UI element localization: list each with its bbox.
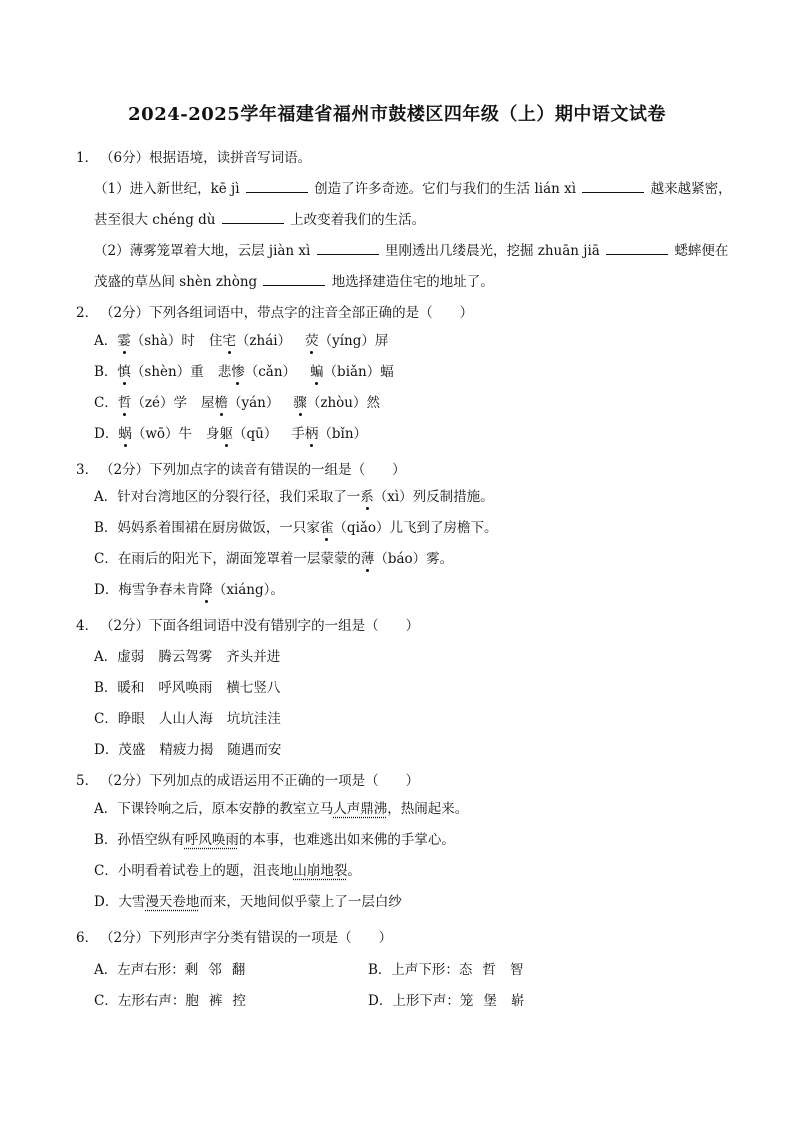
dotted-char: 宅 — [222, 329, 236, 349]
text: D．梅雪争春未肯 — [94, 582, 200, 598]
option-letter: D． — [94, 426, 119, 442]
text: 笼 — [459, 993, 474, 1009]
q6-option-d[interactable] — [368, 989, 524, 1009]
question-number: 6． — [76, 930, 99, 946]
text: 剩 — [184, 962, 199, 978]
text: （cǎn） — [244, 364, 297, 380]
text: C．小明看着试卷上的题，沮丧地 — [94, 863, 294, 879]
q5-option-b[interactable] — [94, 828, 455, 848]
text: 腾云驾雾 — [158, 649, 213, 665]
answer-blank[interactable] — [222, 211, 284, 224]
q3-option-b[interactable] — [94, 516, 498, 536]
text: 精疲力揭 — [159, 742, 214, 758]
text: 。 — [347, 863, 361, 879]
text: （wō）牛 — [131, 426, 193, 442]
q6-option-a[interactable] — [94, 958, 245, 978]
text: 胞 — [185, 993, 199, 1009]
text: 人山人海 — [158, 711, 213, 727]
text: （qū） — [233, 426, 278, 442]
dotted-char: 躯 — [220, 422, 234, 442]
dotted-char: 系 — [360, 485, 374, 505]
text: 上改变着我们的生活。 — [290, 212, 426, 228]
dotted-char: 降 — [199, 578, 213, 598]
text: （xiáng）。 — [212, 582, 284, 598]
text: 崭 — [510, 993, 525, 1009]
text: （xì）列反制措施。 — [373, 489, 494, 505]
text: 态 — [458, 962, 473, 978]
question-number: 3． — [76, 462, 99, 478]
q1-paragraph-2-line-2 — [94, 270, 494, 290]
text: （zé）学 — [131, 395, 187, 411]
dotted-char: 薄 — [361, 547, 375, 567]
q2-option-a[interactable] — [94, 329, 388, 349]
q1-paragraph-1-line-2 — [94, 208, 425, 228]
text: （báo）雾。 — [374, 551, 454, 567]
text: 邻 — [208, 962, 222, 978]
text: 哲 — [482, 962, 496, 978]
dotted-idiom: 呼风唤雨 — [184, 832, 239, 848]
question-number: 4． — [76, 618, 99, 634]
text: 翻 — [231, 962, 246, 978]
question-stem: （2分）下列加点字的读音有错误的一组是（ ） — [100, 462, 406, 478]
dotted-idiom: 漫天卷地 — [145, 894, 200, 910]
text: 齐头并进 — [226, 649, 281, 665]
text: 地选择建造住宅的地址了。 — [331, 274, 494, 290]
text: B．暖和 — [94, 680, 145, 696]
question-number: 2． — [76, 305, 99, 321]
page-title: 2024-2025学年福建省福州市鼓楼区四年级（上）期中语文试卷 — [128, 104, 666, 125]
text: A．下课铃响之后，原本安静的教室立马 — [94, 801, 334, 817]
text: B．上声下形： — [368, 962, 459, 978]
text: 坑坑洼洼 — [226, 711, 281, 727]
text: 住 — [208, 333, 223, 349]
dotted-char: 雀 — [320, 516, 334, 536]
text: B．孙悟空纵有 — [94, 832, 185, 848]
q2-option-c[interactable] — [94, 391, 380, 411]
dotted-char: 慎 — [117, 360, 131, 380]
q4-option-d[interactable] — [94, 738, 281, 758]
q4-option-b[interactable] — [94, 676, 280, 696]
text: B．妈妈系着围裙在厨房做饭，一只家 — [94, 520, 320, 536]
text: 里刚透出几缕晨光，挖掘 zhuān jiā — [384, 243, 600, 259]
text: （qiǎo）儿飞到了房檐下。 — [333, 520, 498, 536]
dotted-char: 檐 — [214, 391, 228, 411]
q6-option-b[interactable] — [368, 958, 523, 978]
text: C．睁眼 — [94, 711, 145, 727]
text: （2）薄雾笼罩着大地，云层 jiàn xì — [94, 243, 311, 259]
text: 手 — [291, 426, 305, 442]
dotted-char: 荧 — [305, 329, 319, 349]
text: （biǎn）蝠 — [323, 364, 394, 380]
text: （bǐn） — [318, 426, 368, 442]
question-number: 1． — [76, 150, 99, 166]
text: 茂盛的草丛间 shèn zhòng — [94, 274, 258, 290]
dotted-char: 柄 — [305, 422, 319, 442]
text: C．在雨后的阳光下，湖面笼罩着一层蒙蒙的 — [94, 551, 361, 567]
question-1 — [76, 146, 311, 166]
question-stem: （2分）下列加点的成语运用不正确的一项是（ ） — [100, 773, 420, 789]
question-3 — [76, 458, 406, 478]
question-stem: （2分）下列形声字分类有错误的一项是（ ） — [100, 930, 393, 946]
q4-option-c[interactable] — [94, 707, 281, 727]
text: C．左形右声： — [94, 993, 186, 1009]
answer-blank[interactable] — [246, 180, 308, 193]
q5-option-c[interactable] — [94, 859, 361, 879]
text: 甚至很大 chéng dù — [94, 212, 216, 228]
q4-option-a[interactable] — [94, 645, 280, 665]
text: 越来越紧密， — [650, 181, 732, 197]
text: 的本事，也难逃出如来佛的手掌心。 — [238, 832, 455, 848]
q5-option-a[interactable] — [94, 797, 468, 817]
text: （zhòu）然 — [306, 395, 380, 411]
text: D．上形下声： — [368, 993, 460, 1009]
q1-paragraph-2-line-1 — [94, 239, 728, 259]
text: 控 — [232, 993, 246, 1009]
question-stem: （6分）根据语境，读拼音写词语。 — [100, 150, 312, 166]
text: A．左声右形： — [94, 962, 185, 978]
dotted-idiom: 人声鼎沸 — [333, 801, 388, 817]
dotted-char: 蝙 — [310, 360, 324, 380]
text: 堡 — [483, 993, 497, 1009]
text: 身 — [206, 426, 220, 442]
question-number: 5． — [76, 773, 99, 789]
q3-option-a[interactable] — [94, 485, 494, 505]
text: 呼风唤雨 — [158, 680, 213, 696]
text: ，热闹起来。 — [387, 801, 469, 817]
text: 屋 — [200, 395, 215, 411]
text: （1）进入新世纪，kē jì — [94, 181, 240, 197]
text: 裤 — [208, 993, 223, 1009]
text: 横七竖八 — [226, 680, 281, 696]
text: D．茂盛 — [94, 742, 146, 758]
question-6 — [76, 926, 392, 946]
q6-option-c[interactable] — [94, 989, 246, 1009]
question-stem: （2分）下列各组词语中，带点字的注音全部正确的是（ ） — [100, 305, 474, 321]
answer-blank[interactable] — [317, 242, 379, 255]
answer-blank[interactable] — [263, 273, 325, 286]
text: D．大雪 — [94, 894, 146, 910]
text: （shà）时 — [130, 333, 195, 349]
text: 悲 — [217, 364, 232, 380]
dotted-char: 骤 — [293, 391, 307, 411]
question-4 — [76, 614, 419, 634]
q1-paragraph-1-line-1 — [94, 177, 732, 197]
text: （yíng）屏 — [318, 333, 389, 349]
dotted-idiom: 山崩地裂 — [293, 863, 348, 879]
q3-option-c[interactable] — [94, 547, 453, 567]
dotted-char: 惨 — [231, 360, 245, 380]
q2-option-b[interactable] — [94, 360, 394, 380]
answer-blank[interactable] — [582, 180, 644, 193]
dotted-char: 霎 — [117, 329, 131, 349]
option-letter: A． — [94, 333, 118, 349]
dotted-char: 哲 — [118, 391, 132, 411]
question-5 — [76, 769, 419, 789]
text: 蟋蟀便在 — [674, 243, 729, 259]
dotted-char: 蜗 — [118, 422, 132, 442]
text: A．虚弱 — [94, 649, 145, 665]
answer-blank[interactable] — [606, 242, 668, 255]
q3-option-d[interactable] — [94, 578, 284, 598]
text: 智 — [509, 962, 524, 978]
text: 而来，天地间似乎蒙上了一层白纱 — [199, 894, 402, 910]
option-letter: B． — [94, 364, 118, 380]
text: 创造了许多奇迹。它们与我们的生活 lián xì — [314, 181, 577, 197]
text: 随遇而安 — [227, 742, 282, 758]
question-stem: （2分）下面各组词语中没有错别字的一组是（ ） — [100, 618, 420, 634]
text: （shèn）重 — [130, 364, 204, 380]
text: （zhái） — [235, 333, 292, 349]
text: （yán） — [227, 395, 280, 411]
q5-option-d[interactable] — [94, 890, 402, 910]
q2-option-d[interactable] — [94, 422, 367, 442]
question-2 — [76, 301, 473, 321]
text: A．针对台湾地区的分裂行径，我们采取了一 — [94, 489, 361, 505]
option-letter: C． — [94, 395, 118, 411]
